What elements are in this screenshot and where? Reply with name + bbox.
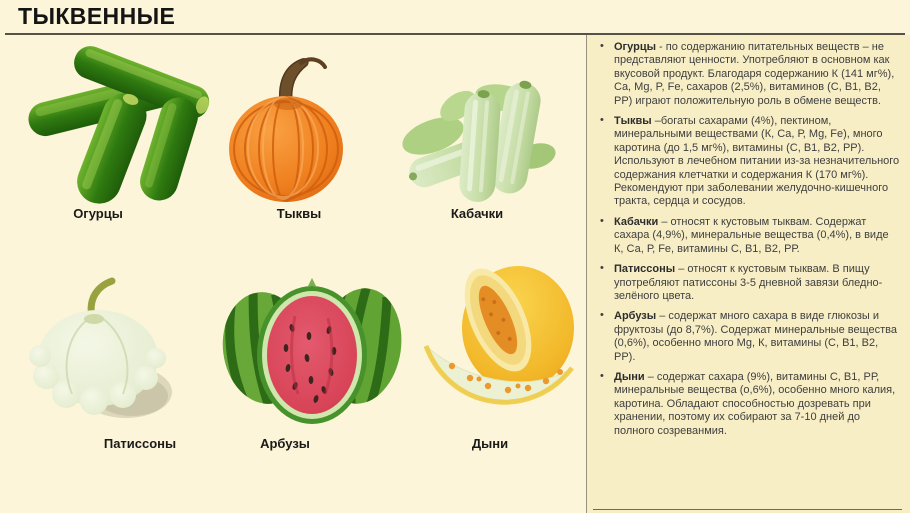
figure-zucchini [398,76,558,206]
bullet-text: - по содержанию питательных веществ – не представляют ценности. Употребляют в основном как вкусовой продукт. Благодаря содержанию К (141 мг%), Ca, Mg, P, Fe, сахаров (2,5%), витаминов (С, В1, В2, РР) играют положительную роль в обмене веществ. [614,41,895,107]
list-item-cucumbers [599,41,901,108]
zucchini-image [398,76,558,206]
list-item-zucchini [599,216,901,256]
bullet-text: – относят к кустовым тыквам. В пищу употребляют патиссоны 3-5 дневной завязи бледно-зелёного цвета. [614,263,883,302]
pattypan-image [28,270,178,432]
figure-cucumbers [22,46,217,204]
bullet-icon: • [600,214,604,227]
bullet-term: Огурцы [614,41,656,53]
bullet-icon: • [600,369,604,382]
bullet-term: Арбузы [614,310,657,323]
figure-caption-pumpkin: Тыквы [276,206,322,221]
bullet-text: – содержат сахара (9%), витамины С, В1, РР, минеральные вещества (о,6%), особенно много калия, каротина. Обладают способностью дозревать при хранении, поэтому их собирают за 7-10 дней до полного созреванмия. [614,370,896,437]
bullet-text: – относят к кустовым тыквам. Содержат сахара (4,9%), минеральные вещества (0,4%), в виде К, Са, Р, Fe, витамины С, В1, В2, РР. [614,215,889,255]
figure-caption-zucchini: Кабачки [450,206,504,221]
bullet-text: – содержат много сахара в виде глюкозы и фруктозы (до 8,7%). Содержат минеральные вещества (0,6%), особенно много Mg, К, витамины (С, В1, В2, РР). [614,310,897,363]
bullet-term: Кабачки [614,215,659,228]
page-title: ТЫКВЕННЫЕ [18,3,176,29]
pumpkin-image [228,52,348,204]
figure-caption-melon: Дыни [471,436,509,451]
figure-melon [420,250,582,432]
bullet-icon: • [600,262,604,275]
figure-caption-cucumbers: Огурцы [73,206,123,221]
bullet-term: Патиссоны [614,263,676,276]
melon-image [420,250,582,432]
info-panel [586,35,910,513]
figure-caption-pattypan: Патиссоны [103,436,177,451]
bullet-icon: • [600,309,604,322]
bullet-icon: • [600,40,604,52]
figure-caption-watermelon: Арбузы [260,436,310,451]
watermelon-image [220,256,404,430]
bullet-icon: • [600,114,604,127]
panel-bottom-rule [593,509,902,510]
bullet-term: Тыквы [614,115,652,128]
list-item-melons [599,371,901,438]
cucumbers-image [22,46,217,204]
list-item-watermelons [599,310,901,364]
bullet-text: –богаты сахарами (4%), пектином, минеральными веществами (К, Са, Р, Mg, Fe), много каротина (до 1,5 мг%), витамины (С, В1, В2, РР). Используют в лечебном питании из-за незначительного содержания клетчатки и содержания К (170 мг%). Рекомендуют при заболевании желудочно-кишечного тракта, сердца и сосудов. [614,115,900,208]
bullet-term: Дыни [614,370,645,383]
list-item-pattypan [599,263,901,303]
bullet-list [599,41,901,438]
figure-pattypan [28,270,178,432]
figure-pumpkin [228,52,348,204]
figure-watermelon [220,256,404,430]
list-item-pumpkins [599,115,901,209]
